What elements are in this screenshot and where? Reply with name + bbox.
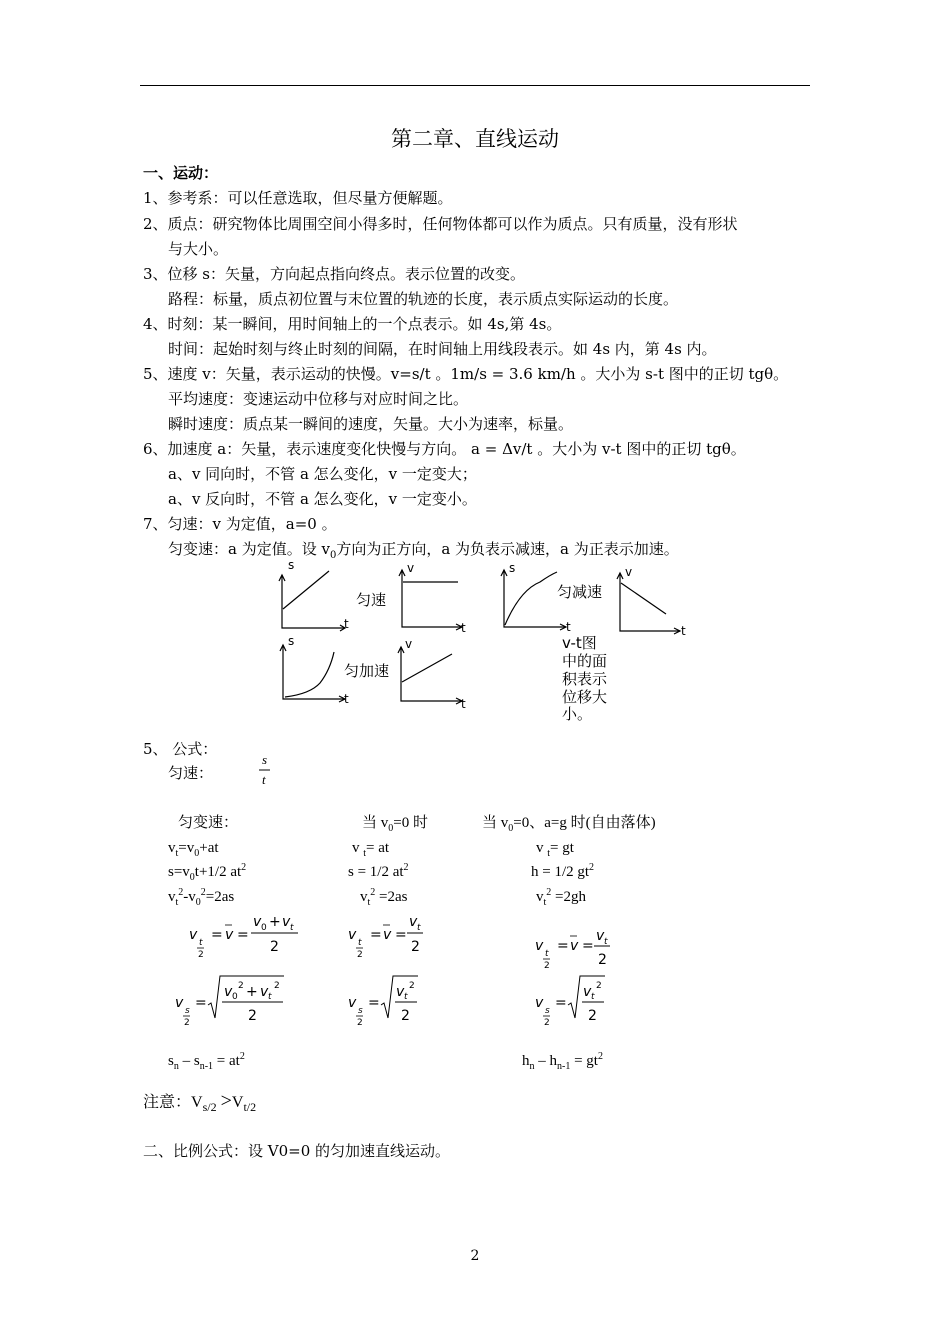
svg-text:t: t	[545, 949, 549, 959]
svg-text:t: t	[199, 938, 203, 948]
graph-note-line: 积表示	[562, 670, 608, 688]
svg-text:v: v	[409, 914, 418, 930]
formula-vt-zero: v $_t$= at	[352, 840, 390, 859]
col-head-uniform-accel: 匀变速：	[178, 815, 239, 831]
svg-text:2: 2	[248, 1008, 257, 1024]
svg-text:2: 2	[238, 981, 244, 991]
svg-text:v: v	[253, 914, 262, 930]
section-two-heading: 二、比例公式：设 V0=0 的匀加速直线运动。	[143, 1142, 451, 1160]
svg-text:v: v	[535, 938, 544, 954]
formula-vt: $v_t=v_0+at$	[168, 840, 219, 859]
svg-text:s: s	[545, 1006, 550, 1016]
axis-label-t: t	[344, 617, 349, 631]
svg-text:v: v	[583, 984, 592, 1000]
text-line: 3、位移 s：矢量，方向起点指向终点。表示位置的改变。	[143, 265, 526, 283]
text-line: 平均速度：变速运动中位移与对应时间之比。	[168, 390, 469, 408]
svg-text:2: 2	[544, 961, 550, 971]
svg-text:v: v	[570, 938, 579, 954]
formula-vt2-fall: $v_t^2 =2gh$	[536, 887, 586, 908]
svg-text:2: 2	[274, 981, 280, 991]
svg-text:2: 2	[401, 1008, 410, 1024]
svg-text:=: =	[237, 927, 249, 943]
svg-text:v: v	[348, 995, 357, 1011]
svg-text:=: =	[370, 927, 382, 943]
text-line: 1、参考系：可以任意选取，但尽量方便解题。	[143, 189, 453, 207]
svg-text:2: 2	[357, 1018, 363, 1028]
graph-label-decel: 匀减速	[557, 583, 603, 601]
axis-label-s: s	[288, 558, 295, 572]
svg-text:t: t	[268, 992, 272, 1002]
formula-heading: 5、 公式：	[143, 740, 218, 758]
svg-text:v: v	[348, 927, 357, 943]
svg-text:v: v	[535, 995, 544, 1011]
page-number: 2	[470, 1248, 480, 1264]
svg-text:2: 2	[357, 950, 363, 960]
svg-text:t: t	[417, 923, 421, 933]
formula-uniform-label: 匀速：	[168, 764, 214, 782]
formula-vt-fall: v $_t$= gt	[536, 840, 574, 859]
graph-note-line: 位移大	[562, 688, 608, 706]
svg-text:v: v	[260, 984, 269, 1000]
svg-text:2: 2	[198, 950, 204, 960]
graph-label-accel: 匀加速	[344, 662, 390, 680]
svg-text:v: v	[224, 984, 233, 1000]
svg-text:v: v	[225, 927, 234, 943]
axis-label-t: t	[344, 692, 349, 706]
svg-text:s: s	[185, 1006, 190, 1016]
formula-hn-diff: $h_n - h_{n-1} = gt^2$	[522, 1051, 603, 1072]
svg-text:0: 0	[232, 992, 238, 1002]
note-line: 注意：$V_{s/2} >V_{t/2}$	[143, 1090, 257, 1115]
axis-label-t: t	[681, 624, 686, 638]
svg-text:2: 2	[184, 1018, 190, 1028]
col-head-free-fall: 当 $v_0=0$、a=g 时(自由落体)	[482, 815, 656, 834]
svg-text:v: v	[282, 914, 291, 930]
svg-text:=: =	[582, 938, 594, 954]
svg-text:v: v	[175, 995, 184, 1011]
text-line: 时间：起始时刻与终止时刻的间隔，在时间轴上用线段表示。如 4s 内，第 4s 内。	[168, 340, 717, 358]
axis-label-v: v	[405, 637, 413, 651]
graph-label-uniform: 匀速	[356, 591, 387, 609]
section-heading: 一、运动：	[143, 164, 219, 182]
svg-text:s: s	[358, 1006, 363, 1016]
formula-vt2-zero: $v_t^2 =2as$	[360, 887, 408, 908]
graph-note-line: v-t图	[562, 634, 597, 652]
svg-text:=: =	[211, 927, 223, 943]
svg-text:t: t	[604, 937, 608, 947]
svg-text:=: =	[368, 995, 380, 1011]
svg-text:=: =	[195, 995, 207, 1011]
svg-text:v: v	[396, 984, 405, 1000]
text-line: 4、时刻：某一瞬间，用时间轴上的一个点表示。如 4s,第 4s。	[143, 315, 562, 333]
svg-text:=: =	[395, 927, 407, 943]
svg-text:2: 2	[598, 952, 607, 968]
svg-text:+: +	[246, 984, 258, 1000]
text-line: 6、加速度 a：矢量，表示速度变化快慢与方向。 a = Δv/t 。大小为 v-t 图中的正切 tgθ。	[143, 440, 746, 458]
axis-label-t: t	[566, 620, 571, 634]
svg-text:t: t	[290, 923, 294, 933]
svg-text:t: t	[591, 992, 595, 1002]
formula-sn-diff: $s_n - s_{n-1} = at^2$	[168, 1051, 245, 1072]
col-head-v0-zero: 当 $v_0=0$ 时	[362, 815, 428, 834]
svg-text:v: v	[189, 927, 198, 943]
graph-note-line: 小。	[562, 705, 593, 723]
svg-text:=: =	[557, 938, 569, 954]
svg-text:t: t	[358, 938, 362, 948]
svg-text:v: v	[383, 927, 392, 943]
text-line: a、v 反向时，不管 a 怎么变化，v 一定变小。	[168, 490, 477, 508]
axis-label-s: s	[509, 561, 516, 575]
text-line: 2、质点：研究物体比周围空间小得多时，任何物体都可以作为质点。只有质量，没有形状	[143, 215, 738, 233]
svg-text:t: t	[262, 772, 266, 787]
formula-h-fall: h = 1/2 $gt^2$	[531, 862, 595, 880]
svg-text:2: 2	[596, 981, 602, 991]
axis-label-t: t	[461, 697, 466, 711]
svg-text:s: s	[262, 752, 268, 767]
chapter-title: 第二章、直线运动	[391, 127, 559, 151]
text-line: 匀变速：a 为定值。设 $v_0$方向为正方向，a 为负表示减速，a 为正表示加速。	[168, 540, 679, 561]
text-line: 7、匀速：v 为定值，a=0 。	[143, 515, 337, 533]
text-line: 5、速度 v：矢量，表示运动的快慢。v=s/t 。1m/s = 3.6 km/h 。大小为 s-t 图中的正切 tgθ。	[143, 365, 789, 383]
svg-text:2: 2	[411, 939, 420, 955]
svg-text:=: =	[555, 995, 567, 1011]
formula-vt2: $v_t^2-v_0^2=2as$	[168, 887, 235, 908]
svg-text:t: t	[404, 992, 408, 1002]
svg-text:2: 2	[544, 1018, 550, 1028]
axis-label-t: t	[461, 621, 466, 635]
axis-label-s: s	[288, 634, 295, 648]
formula-s: $s=v_0t+1/2$ $at^2$	[168, 862, 247, 883]
axis-label-v: v	[625, 565, 633, 579]
svg-text:2: 2	[270, 939, 279, 955]
svg-text:2: 2	[588, 1008, 597, 1024]
svg-text:0: 0	[261, 923, 267, 933]
text-line: a、v 同向时，不管 a 怎么变化，v 一定变大；	[168, 465, 477, 483]
graph-note-line: 中的面	[562, 652, 608, 670]
text-line: 瞬时速度：质点某一瞬间的速度，矢量。大小为速率，标量。	[168, 415, 574, 433]
svg-text:v: v	[596, 928, 605, 944]
text-line: 与大小。	[168, 240, 229, 258]
formula-s-zero: s = 1/2 $at^2$	[348, 862, 409, 880]
axis-label-v: v	[407, 561, 415, 575]
svg-text:+: +	[269, 914, 281, 930]
text-line: 路程：标量，质点初位置与末位置的轨迹的长度，表示质点实际运动的长度。	[168, 290, 679, 308]
svg-text:2: 2	[409, 981, 415, 991]
